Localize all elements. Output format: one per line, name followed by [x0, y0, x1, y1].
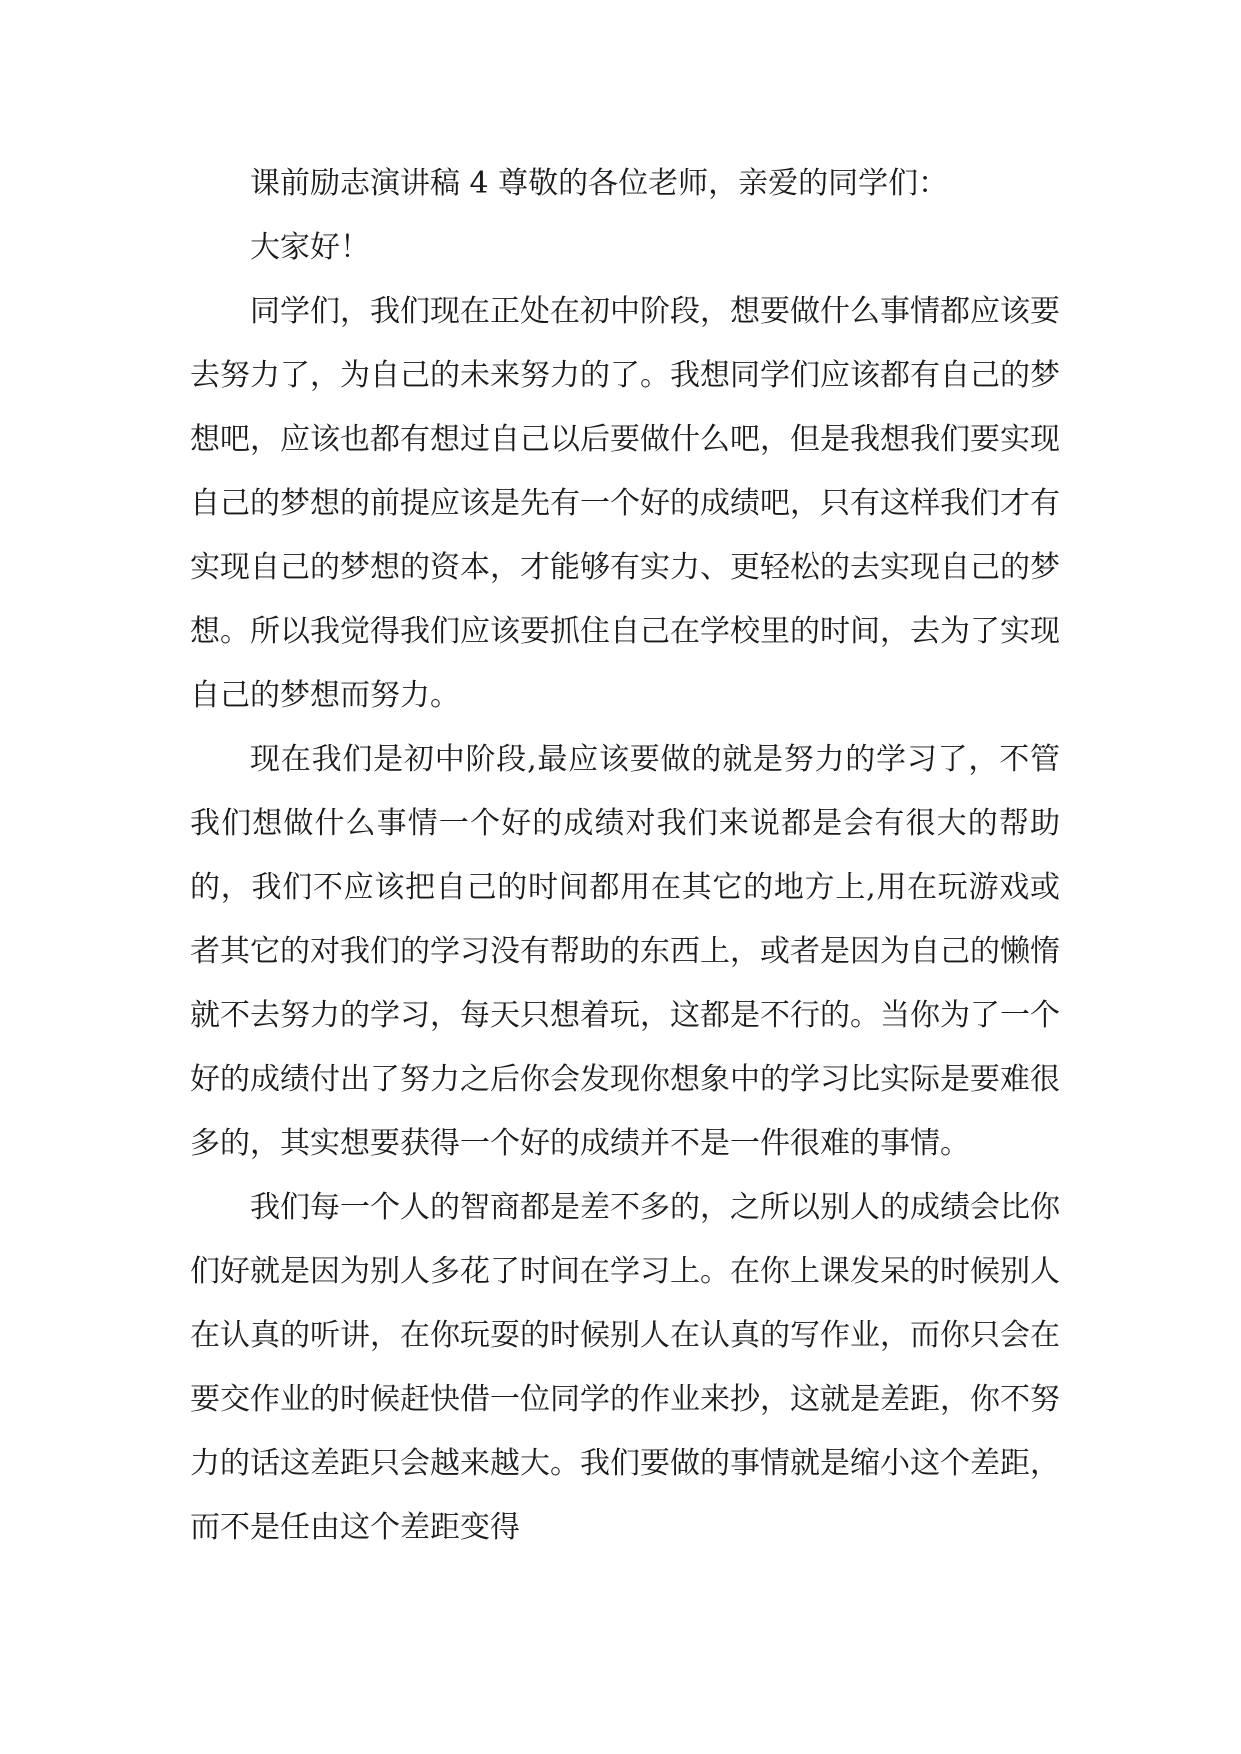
title-paragraph: 课前励志演讲稿 4 尊敬的各位老师，亲爱的同学们：	[250, 166, 949, 201]
speech-text	[190, 152, 1060, 1560]
body-paragraph-2: 现在我们是初中阶段,最应该要做的就是努力的学习了，不管我们想做什么事情一个好的成绩对我们来说都是会有很大的帮助的，我们不应该把自己的时间都用在其它的地方上,用在玩游戏或者其它的对我们的学习没有帮助的东西上，或者是因为自己的懒惰就不去努力的学习，每天只想着玩，这都是不行的。当你为了一个好的成绩付出了努力之后你会发现你想象中的学习比实际是要难很多的，其实想要获得一个好的成绩并不是一件很难的事情。	[190, 742, 1060, 1161]
greeting-paragraph: 大家好！	[250, 230, 370, 265]
body-paragraph-1: 同学们，我们现在正处在初中阶段，想要做什么事情都应该要去努力了，为自己的未来努力的了。我想同学们应该都有自己的梦想吧，应该也都有想过自己以后要做什么吧，但是我想我们要实现自己的梦想的前提应该是先有一个好的成绩吧，只有这样我们才有实现自己的梦想的资本，才能够有实力、更轻松的去实现自己的梦想。所以我觉得我们应该要抓住自己在学校里的时间，去为了实现自己的梦想而努力。	[190, 294, 1060, 713]
body-paragraph-3: 我们每一个人的智商都是差不多的，之所以别人的成绩会比你们好就是因为别人多花了时间在学习上。在你上课发呆的时候别人在认真的听讲，在你玩耍的时候别人在认真的写作业，而你只会在要交作业的时候赶快借一位同学的作业来抄，这就是差距，你不努力的话这差距只会越来越大。我们要做的事情就是缩小这个差距，而不是任由这个差距变得	[190, 1190, 1060, 1545]
